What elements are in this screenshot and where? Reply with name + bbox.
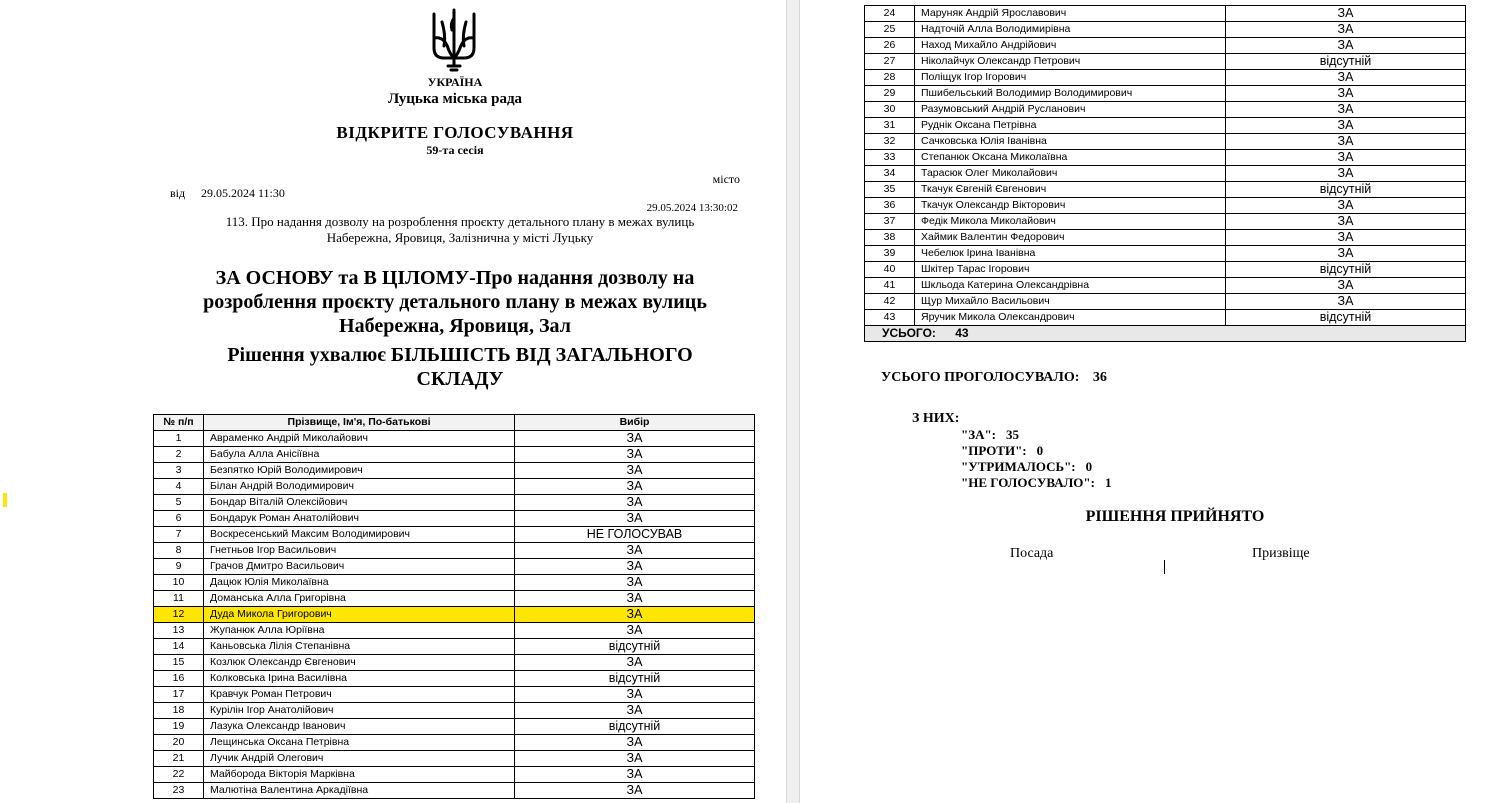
row-number: 35 bbox=[865, 182, 915, 198]
row-name: Дуда Микола Григорович bbox=[204, 607, 515, 623]
row-choice: ЗА bbox=[1226, 294, 1466, 310]
total-voted-label: УСЬОГО ПРОГОЛОСУВАЛО: bbox=[881, 370, 1080, 385]
row-number: 43 bbox=[865, 310, 915, 326]
row-name: Хаймик Валентин Федорович bbox=[915, 230, 1226, 246]
row-number: 6 bbox=[154, 511, 204, 527]
table-row bbox=[154, 719, 755, 735]
total-voted-value: 36 bbox=[1092, 370, 1107, 385]
row-number: 15 bbox=[154, 655, 204, 671]
row-name: Чебелюк Ірина Іванівна bbox=[915, 246, 1226, 262]
table-total-cell bbox=[865, 326, 1466, 342]
row-number: 25 bbox=[865, 22, 915, 38]
vote-stat-item bbox=[961, 475, 1111, 491]
row-number: 27 bbox=[865, 54, 915, 70]
row-name: Курілін Ігор Анатолійович bbox=[204, 703, 515, 719]
row-number: 26 bbox=[865, 38, 915, 54]
session-label: 59-та сесія bbox=[426, 143, 484, 157]
row-number: 2 bbox=[154, 447, 204, 463]
row-number: 20 bbox=[154, 735, 204, 751]
vote-stat-label: "ЗА": bbox=[961, 427, 997, 442]
row-name: Тарасюк Олег Миколайович bbox=[915, 166, 1226, 182]
page-gutter bbox=[786, 0, 800, 803]
row-number: 7 bbox=[154, 527, 204, 543]
row-choice: ЗА bbox=[515, 463, 755, 479]
row-number: 5 bbox=[154, 495, 204, 511]
table-row bbox=[865, 278, 1466, 294]
decision-rule-line1: Рішення ухвалює БІЛЬШІСТЬ ВІД ЗАГАЛЬНОГО bbox=[227, 344, 693, 366]
row-choice: ЗА bbox=[515, 543, 755, 559]
row-choice: ЗА bbox=[1226, 230, 1466, 246]
row-choice: ЗА bbox=[1226, 278, 1466, 294]
table-row bbox=[154, 591, 755, 607]
table-row bbox=[865, 166, 1466, 182]
row-number: 21 bbox=[154, 751, 204, 767]
row-number: 8 bbox=[154, 543, 204, 559]
row-choice: ЗА bbox=[1226, 246, 1466, 262]
row-name: Шкльода Катерина Олександрівна bbox=[915, 278, 1226, 294]
row-name: Грачов Дмитро Васильович bbox=[204, 559, 515, 575]
row-number: 24 bbox=[865, 6, 915, 22]
column-header-number: № п/п bbox=[154, 415, 204, 431]
row-choice: ЗА bbox=[515, 607, 755, 623]
votes-table-body-part2 bbox=[865, 6, 1466, 326]
row-name: Козлюк Олександр Євгенович bbox=[204, 655, 515, 671]
table-row bbox=[865, 262, 1466, 278]
row-number: 37 bbox=[865, 214, 915, 230]
row-name: Сачковська Юлія Іванівна bbox=[915, 134, 1226, 150]
table-row bbox=[865, 214, 1466, 230]
row-number: 42 bbox=[865, 294, 915, 310]
row-name: Руднік Оксана Петрівна bbox=[915, 118, 1226, 134]
row-choice: ЗА bbox=[1226, 38, 1466, 54]
row-choice: ЗА bbox=[1226, 166, 1466, 182]
table-row bbox=[865, 134, 1466, 150]
table-row bbox=[154, 511, 755, 527]
table-row bbox=[154, 751, 755, 767]
row-name: Лазука Олександр Іванович bbox=[204, 719, 515, 735]
vote-stat-label: "НЕ ГОЛОСУВАЛО": bbox=[961, 475, 1095, 490]
row-name: Доманська Алла Григорівна bbox=[204, 591, 515, 607]
table-row bbox=[154, 687, 755, 703]
row-name: Шкітер Тарас Ігорович bbox=[915, 262, 1226, 278]
row-number: 31 bbox=[865, 118, 915, 134]
row-choice: ЗА bbox=[1226, 198, 1466, 214]
row-choice: ЗА bbox=[1226, 150, 1466, 166]
row-choice: ЗА bbox=[515, 495, 755, 511]
row-name: Білан Андрій Володимирович bbox=[204, 479, 515, 495]
table-header-row bbox=[154, 415, 755, 431]
total-value: 43 bbox=[955, 326, 969, 340]
table-row bbox=[154, 639, 755, 655]
row-name: Разумовський Андрій Русланович bbox=[915, 102, 1226, 118]
document-page-right bbox=[800, 0, 1493, 803]
table-row bbox=[865, 70, 1466, 86]
vote-subject-line3: Набережна, Яровиця, Зал bbox=[339, 315, 571, 337]
position-label: Посада bbox=[1010, 546, 1054, 561]
table-row bbox=[154, 495, 755, 511]
row-number: 32 bbox=[865, 134, 915, 150]
row-number: 30 bbox=[865, 102, 915, 118]
row-choice: ЗА bbox=[515, 591, 755, 607]
row-number: 38 bbox=[865, 230, 915, 246]
row-number: 1 bbox=[154, 431, 204, 447]
table-row bbox=[154, 671, 755, 687]
column-header-choice: Вибір bbox=[515, 415, 755, 431]
row-name: Лещинська Оксана Петрівна bbox=[204, 735, 515, 751]
table-row bbox=[154, 607, 755, 623]
table-row bbox=[154, 463, 755, 479]
vote-stat-value: 1 bbox=[1104, 475, 1112, 490]
row-number: 40 bbox=[865, 262, 915, 278]
table-row bbox=[154, 447, 755, 463]
table-row bbox=[865, 118, 1466, 134]
row-number: 17 bbox=[154, 687, 204, 703]
row-name: Воскресенський Максим Володимирович bbox=[204, 527, 515, 543]
table-row bbox=[865, 54, 1466, 70]
row-choice: ЗА bbox=[515, 703, 755, 719]
row-number: 14 bbox=[154, 639, 204, 655]
table-row bbox=[154, 655, 755, 671]
vote-stat-label: "ПРОТИ": bbox=[961, 443, 1027, 458]
text-caret bbox=[1164, 560, 1165, 574]
row-choice: ЗА bbox=[1226, 70, 1466, 86]
row-choice: відсутній bbox=[1226, 182, 1466, 198]
table-row bbox=[154, 527, 755, 543]
vote-stat-label: "УТРИМАЛОСЬ": bbox=[961, 459, 1076, 474]
vote-stat-item bbox=[961, 427, 1019, 443]
vote-stat-value: 0 bbox=[1085, 459, 1093, 474]
decision-rule-line2: СКЛАДУ bbox=[416, 368, 504, 390]
row-choice: ЗА bbox=[515, 431, 755, 447]
row-choice: ЗА bbox=[515, 447, 755, 463]
row-choice: відсутній bbox=[515, 671, 755, 687]
row-choice: ЗА bbox=[1226, 6, 1466, 22]
row-number: 10 bbox=[154, 575, 204, 591]
row-name: Надточій Алла Володимирівна bbox=[915, 22, 1226, 38]
row-name: Ткачук Олександр Вікторович bbox=[915, 198, 1226, 214]
row-number: 12 bbox=[154, 607, 204, 623]
row-name: Каньовська Лілія Степанівна bbox=[204, 639, 515, 655]
row-choice: ЗА bbox=[515, 511, 755, 527]
row-number: 29 bbox=[865, 86, 915, 102]
row-choice: ЗА bbox=[515, 767, 755, 783]
agenda-item-line1: 113. Про надання дозволу на розроблення проєкту детального плану в межах вулиць bbox=[225, 214, 695, 229]
vote-subject-line1: ЗА ОСНОВУ та В ЦІЛОМУ-Про надання дозволу на bbox=[215, 267, 695, 289]
row-number: 33 bbox=[865, 150, 915, 166]
row-choice: ЗА bbox=[1226, 22, 1466, 38]
row-number: 36 bbox=[865, 198, 915, 214]
row-choice: відсутній bbox=[1226, 262, 1466, 278]
row-choice: ЗА bbox=[1226, 118, 1466, 134]
row-number: 23 bbox=[154, 783, 204, 799]
row-name: Кравчук Роман Петрович bbox=[204, 687, 515, 703]
agenda-item bbox=[160, 214, 760, 246]
row-choice: ЗА bbox=[1226, 102, 1466, 118]
row-name: Бондарук Роман Анатолійович bbox=[204, 511, 515, 527]
vote-subject-line2: розроблення проєкту детального плану в межах вулиць bbox=[203, 291, 707, 313]
table-row bbox=[865, 22, 1466, 38]
row-number: 16 bbox=[154, 671, 204, 687]
table-row bbox=[154, 735, 755, 751]
of-them-label: З НИХ: bbox=[912, 411, 960, 426]
row-number: 11 bbox=[154, 591, 204, 607]
row-name: Ніколайчук Олександр Петрович bbox=[915, 54, 1226, 70]
row-name: Поліщук Ігор Ігорович bbox=[915, 70, 1226, 86]
print-timestamp: 29.05.2024 13:30:02 bbox=[646, 202, 738, 214]
row-name: Лучик Андрій Олегович bbox=[204, 751, 515, 767]
row-name: Пшибельський Володимир Володимирович bbox=[915, 86, 1226, 102]
row-name: Гнетньов Ігор Васильович bbox=[204, 543, 515, 559]
row-choice: ЗА bbox=[515, 751, 755, 767]
vote-stat-item bbox=[961, 459, 1092, 475]
row-choice: ЗА bbox=[515, 623, 755, 639]
row-number: 41 bbox=[865, 278, 915, 294]
table-row bbox=[865, 182, 1466, 198]
row-choice: ЗА bbox=[515, 559, 755, 575]
votes-table-body-part1 bbox=[154, 431, 755, 799]
row-name: Федік Микола Миколайович bbox=[915, 214, 1226, 230]
table-row bbox=[865, 246, 1466, 262]
row-name: Майборода Вікторія Марківна bbox=[204, 767, 515, 783]
table-row bbox=[154, 783, 755, 799]
table-row bbox=[865, 6, 1466, 22]
row-choice: ЗА bbox=[515, 735, 755, 751]
row-choice: ЗА bbox=[1226, 214, 1466, 230]
decision-rule-heading bbox=[180, 343, 740, 391]
row-name: Колковська Ірина Василівна bbox=[204, 671, 515, 687]
row-number: 28 bbox=[865, 70, 915, 86]
table-row bbox=[154, 623, 755, 639]
row-name: Малютіна Валентина Аркадіївна bbox=[204, 783, 515, 799]
row-choice: ЗА bbox=[515, 575, 755, 591]
cursor-marker bbox=[3, 493, 7, 507]
vote-type-title: ВІДКРИТЕ ГОЛОСУВАННЯ bbox=[336, 123, 574, 142]
row-number: 18 bbox=[154, 703, 204, 719]
table-row bbox=[154, 575, 755, 591]
vote-stat-item bbox=[961, 443, 1043, 459]
table-row bbox=[865, 294, 1466, 310]
total-label: УСЬОГО: bbox=[882, 326, 936, 340]
row-choice: ЗА bbox=[1226, 86, 1466, 102]
row-name: Безпятко Юрій Володимирович bbox=[204, 463, 515, 479]
row-number: 13 bbox=[154, 623, 204, 639]
row-choice: ЗА bbox=[515, 479, 755, 495]
coat-of-arms-trident-icon bbox=[430, 8, 478, 74]
row-choice: ЗА bbox=[515, 655, 755, 671]
row-choice: відсутній bbox=[1226, 54, 1466, 70]
table-row bbox=[154, 543, 755, 559]
row-number: 19 bbox=[154, 719, 204, 735]
row-name: Авраменко Андрій Миколайович bbox=[204, 431, 515, 447]
votes-table-part1 bbox=[153, 414, 755, 799]
row-number: 34 bbox=[865, 166, 915, 182]
row-number: 39 bbox=[865, 246, 915, 262]
row-name: Бабула Алла Анісіївна bbox=[204, 447, 515, 463]
surname-label: Призвіще bbox=[1252, 546, 1310, 561]
table-row bbox=[154, 431, 755, 447]
table-row bbox=[154, 703, 755, 719]
column-header-name: Прізвище, Ім'я, По-батькові bbox=[204, 415, 515, 431]
table-row bbox=[865, 150, 1466, 166]
row-name: Щур Михайло Васильович bbox=[915, 294, 1226, 310]
table-row bbox=[865, 38, 1466, 54]
row-number: 9 bbox=[154, 559, 204, 575]
from-label: від bbox=[170, 186, 186, 200]
row-choice: відсутній bbox=[515, 639, 755, 655]
row-choice: відсутній bbox=[1226, 310, 1466, 326]
table-total-row bbox=[865, 326, 1466, 342]
row-number: 22 bbox=[154, 767, 204, 783]
table-row bbox=[865, 230, 1466, 246]
from-date: 29.05.2024 11:30 bbox=[201, 186, 285, 200]
row-name: Ткачук Євгеній Євгенович bbox=[915, 182, 1226, 198]
row-name: Яручик Микола Олександрович bbox=[915, 310, 1226, 326]
row-number: 3 bbox=[154, 463, 204, 479]
vote-stat-value: 0 bbox=[1036, 443, 1044, 458]
total-voted bbox=[881, 370, 1107, 386]
row-choice: ЗА bbox=[1226, 134, 1466, 150]
table-row bbox=[865, 310, 1466, 326]
country-title: УКРАЇНА bbox=[427, 75, 483, 89]
row-name: Наход Михайло Андрійович bbox=[915, 38, 1226, 54]
row-choice: ЗА bbox=[515, 687, 755, 703]
row-name: Степанюк Оксана Миколаївна bbox=[915, 150, 1226, 166]
row-name: Маруняк Андрій Ярославович bbox=[915, 6, 1226, 22]
row-name: Жупанюк Алла Юріївна bbox=[204, 623, 515, 639]
table-row bbox=[154, 479, 755, 495]
table-row bbox=[865, 86, 1466, 102]
votes-table-part2 bbox=[864, 5, 1466, 342]
vote-stat-value: 35 bbox=[1006, 427, 1020, 442]
row-choice: НЕ ГОЛОСУВАВ bbox=[515, 527, 755, 543]
row-choice: ЗА bbox=[515, 783, 755, 799]
table-row bbox=[865, 102, 1466, 118]
city-label: місто bbox=[712, 172, 740, 186]
vote-subject-heading bbox=[160, 266, 750, 338]
decision-result: РІШЕННЯ ПРИЙНЯТО bbox=[1085, 508, 1265, 525]
table-row bbox=[154, 559, 755, 575]
row-number: 4 bbox=[154, 479, 204, 495]
row-name: Дацюк Юлія Миколаївна bbox=[204, 575, 515, 591]
row-choice: відсутній bbox=[515, 719, 755, 735]
council-title: Луцька міська рада bbox=[387, 91, 523, 107]
table-row bbox=[154, 767, 755, 783]
agenda-item-line2: Набережна, Яровиця, Залізнична у місті Луцьку bbox=[326, 230, 594, 245]
row-name: Бондар Віталій Олексійович bbox=[204, 495, 515, 511]
table-row bbox=[865, 198, 1466, 214]
